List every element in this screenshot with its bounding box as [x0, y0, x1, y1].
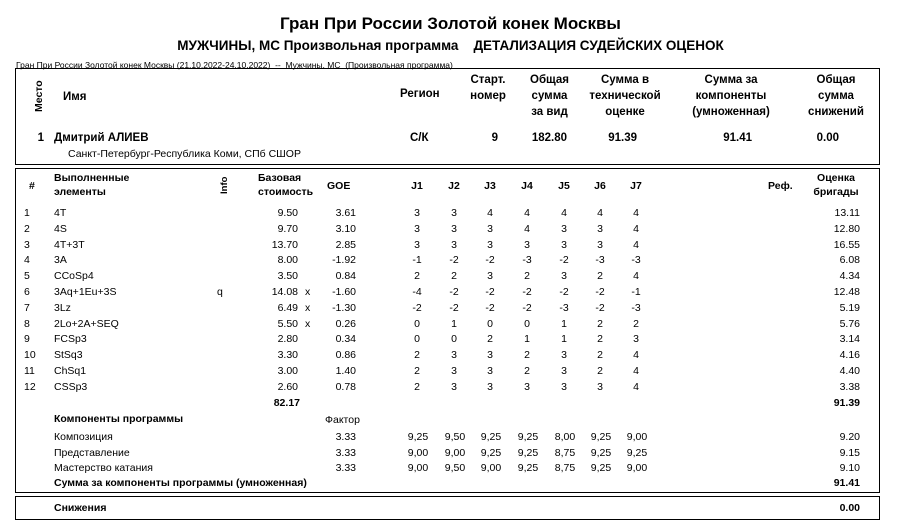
deductions-label: Снижения: [54, 502, 107, 514]
element-goe: 0.26: [335, 317, 356, 330]
element-goe: -1.30: [332, 301, 356, 314]
component-judge-mark: 9,25: [407, 431, 429, 443]
region-header: Регион: [400, 88, 440, 100]
judge-mark: -2: [449, 301, 459, 314]
element-num: 12: [24, 380, 36, 393]
judge-mark: 2: [597, 365, 603, 377]
col-ref-header: Реф.: [768, 180, 793, 192]
judge-mark: 1: [451, 317, 457, 330]
components-total-label: Сумма за компоненты программы (умноженная): [54, 477, 307, 489]
element-base: 9.50: [277, 207, 298, 219]
component-name: Композиция: [54, 431, 113, 443]
event-info: Гран При России Золотой конек Москвы (21.10.2022-24.10.2022) -- Мужчины, МС (Произвольная программа): [16, 60, 453, 70]
component-factor: 3.33: [335, 462, 356, 474]
col-info-header: Info: [219, 176, 230, 194]
judge-mark: 3: [487, 349, 493, 362]
element-score: 5.19: [839, 301, 860, 314]
judge-header: J4: [521, 180, 533, 192]
element-base: 3.50: [277, 270, 298, 283]
place-header: Место: [33, 80, 45, 112]
judge-header: J5: [558, 180, 570, 192]
judge-mark: 3: [561, 380, 567, 393]
judge-mark: 3: [561, 270, 567, 283]
judge-mark: -2: [522, 286, 532, 298]
component-judge-mark: 9,50: [444, 462, 466, 474]
element-score: 6.08: [839, 254, 860, 267]
element-goe: 3.10: [335, 222, 356, 235]
factor-label: Фактор: [325, 414, 360, 426]
judge-mark: 3: [487, 380, 493, 393]
element-num: 9: [24, 333, 30, 346]
element-base: 5.50: [277, 317, 298, 330]
element-score: 4.16: [839, 349, 860, 362]
element-goe: 0.84: [335, 270, 356, 283]
judge-mark: 4: [633, 207, 639, 219]
element-num: 8: [24, 317, 30, 330]
element-score: 16.55: [833, 238, 860, 251]
judge-mark: 2: [524, 270, 530, 283]
name-header: Имя: [63, 91, 87, 103]
judge-mark: 2: [597, 349, 603, 362]
judge-mark: 3: [414, 207, 420, 219]
judge-header: J1: [411, 180, 423, 192]
judge-mark: 2: [414, 365, 420, 377]
element-goe: 0.86: [335, 349, 356, 362]
judge-mark: 2: [597, 270, 603, 283]
judge-mark: -3: [522, 254, 532, 267]
judge-mark: 4: [524, 222, 530, 235]
element-goe: 3.61: [335, 207, 356, 219]
judge-mark: 4: [597, 207, 603, 219]
col-num-header: #: [29, 180, 35, 192]
element-num: 6: [24, 286, 30, 298]
element-goe: 0.34: [335, 333, 356, 346]
judge-mark: 4: [561, 207, 567, 219]
judge-mark: 4: [633, 365, 639, 377]
col-element-header: Выполненные элементы: [54, 172, 130, 198]
component-judge-mark: 9,50: [444, 431, 466, 443]
judge-mark: -2: [449, 254, 459, 267]
judge-mark: -3: [631, 301, 641, 314]
component-judge-mark: 9,25: [517, 446, 539, 459]
element-code: FCSp3: [54, 333, 87, 346]
judge-mark: -2: [412, 301, 422, 314]
element-score: 3.14: [839, 333, 860, 346]
element-base: 2.80: [277, 333, 298, 346]
skater-region: С/К: [410, 132, 429, 144]
judge-mark: 0: [414, 333, 420, 346]
component-name: Мастерство катания: [54, 462, 153, 474]
component-judge-mark: 9,00: [407, 462, 429, 474]
judge-mark: 3: [451, 365, 457, 377]
judge-mark: 3: [487, 365, 493, 377]
skater-place: 1: [37, 132, 44, 144]
judge-header: J3: [484, 180, 496, 192]
judge-mark: 3: [451, 222, 457, 235]
component-score: 9.10: [839, 462, 860, 474]
judge-mark: -3: [595, 254, 605, 267]
skater-deductions: 0.00: [816, 132, 839, 144]
judge-mark: 3: [597, 238, 603, 251]
judge-mark: 4: [633, 270, 639, 283]
element-num: 2: [24, 222, 30, 235]
judge-mark: -3: [559, 301, 569, 314]
judge-header: J2: [448, 180, 460, 192]
element-goe: 1.40: [335, 365, 356, 377]
element-num: 10: [24, 349, 36, 362]
element-bonus: x: [305, 286, 311, 298]
skater-start-no: 9: [491, 132, 498, 144]
judge-mark: 3: [524, 380, 530, 393]
col-score-header: Оценка бригады: [813, 172, 859, 198]
element-num: 4: [24, 254, 30, 267]
element-code: 2Lo+2A+SEQ: [54, 317, 119, 330]
judge-mark: -2: [595, 286, 605, 298]
tes-header: Сумма в технической оценке: [589, 74, 661, 118]
component-judge-mark: 8,75: [554, 462, 576, 474]
judge-mark: 2: [451, 270, 457, 283]
component-factor: 3.33: [335, 446, 356, 459]
component-judge-mark: 8,75: [554, 446, 576, 459]
judge-mark: -3: [631, 254, 641, 267]
col-goe-header: GOE: [327, 180, 351, 192]
judge-mark: 2: [414, 270, 420, 283]
element-score: 5.76: [839, 317, 860, 330]
judge-mark: 2: [597, 333, 603, 346]
element-code: 3Aq+1Eu+3S: [54, 286, 117, 298]
start-no-header: Старт. номер: [470, 74, 506, 102]
judge-mark: 3: [524, 238, 530, 251]
judge-mark: -2: [485, 254, 495, 267]
page-subtitle: МУЖЧИНЫ, МС Произвольная программа ДЕТАЛИЗАЦИЯ СУДЕЙСКИХ ОЦЕНОК: [177, 38, 724, 53]
element-code: CSSp3: [54, 380, 88, 393]
element-base: 3.30: [277, 349, 298, 362]
component-judge-mark: 9,00: [626, 462, 648, 474]
components-total-value: 91.41: [833, 477, 860, 489]
component-judge-mark: 9,00: [626, 431, 648, 443]
element-goe: 0.78: [335, 380, 356, 393]
judge-mark: 1: [524, 333, 530, 346]
judge-mark: 0: [414, 317, 420, 330]
component-judge-mark: 9,00: [444, 446, 466, 459]
element-num: 3: [24, 238, 30, 251]
element-goe: 2.85: [335, 238, 356, 251]
element-base: 14.08: [271, 286, 298, 298]
judge-mark: 4: [633, 349, 639, 362]
judge-mark: -2: [485, 301, 495, 314]
judge-mark: 3: [487, 270, 493, 283]
element-goe: -1.92: [332, 254, 356, 267]
element-base: 2.60: [277, 380, 298, 393]
judge-mark: 4: [633, 238, 639, 251]
judge-mark: 4: [524, 207, 530, 219]
element-base: 6.49: [277, 301, 298, 314]
deductions-value: 0.00: [839, 502, 860, 514]
components-label: Компоненты программы: [54, 413, 184, 425]
element-base: 3.00: [277, 365, 298, 377]
judge-mark: 3: [561, 238, 567, 251]
judge-mark: -2: [485, 286, 495, 298]
judge-mark: 3: [451, 380, 457, 393]
component-judge-mark: 9,00: [407, 446, 429, 459]
element-score: 4.34: [839, 270, 860, 283]
component-judge-mark: 9,25: [517, 431, 539, 443]
element-bonus: x: [305, 301, 311, 314]
component-judge-mark: 9,25: [517, 462, 539, 474]
skater-pcs: 91.41: [723, 132, 752, 144]
element-code: 4T+3T: [54, 238, 85, 251]
page-title: Гран При России Золотой конек Москвы: [280, 14, 621, 33]
judge-mark: -1: [412, 254, 422, 267]
judge-mark: 2: [597, 317, 603, 330]
judge-mark: 3: [597, 380, 603, 393]
judge-mark: -2: [559, 286, 569, 298]
component-judge-mark: 9,25: [590, 462, 612, 474]
judge-header: J7: [630, 180, 642, 192]
element-goe: -1.60: [332, 286, 356, 298]
element-info: q: [217, 286, 223, 298]
judge-mark: 3: [633, 333, 639, 346]
element-code: 4T: [54, 207, 67, 219]
component-score: 9.15: [839, 446, 860, 459]
judge-mark: 3: [451, 349, 457, 362]
judge-mark: 3: [487, 222, 493, 235]
judge-mark: 0: [487, 317, 493, 330]
judge-mark: 3: [561, 365, 567, 377]
element-code: 3Lz: [54, 301, 71, 314]
element-num: 1: [24, 207, 30, 219]
skater-tes: 91.39: [608, 132, 637, 144]
component-judge-mark: 9,25: [626, 446, 648, 459]
component-judge-mark: 9,25: [480, 431, 502, 443]
judge-mark: -4: [412, 286, 422, 298]
component-judge-mark: 9,00: [480, 462, 502, 474]
judge-mark: 3: [451, 238, 457, 251]
judge-mark: -2: [595, 301, 605, 314]
element-score: 13.11: [834, 207, 860, 219]
element-code: ChSq1: [54, 365, 87, 377]
component-judge-mark: 9,25: [590, 446, 612, 459]
col-base-header: Базовая стоимость: [258, 172, 314, 198]
component-factor: 3.33: [335, 431, 356, 443]
component-judge-mark: 8,00: [554, 431, 576, 443]
judge-mark: 4: [633, 380, 639, 393]
judge-mark: 4: [487, 207, 493, 219]
judge-mark: -2: [522, 301, 532, 314]
judge-mark: 2: [487, 333, 493, 346]
elements-score-total: 91.39: [833, 397, 860, 409]
element-code: StSq3: [54, 349, 83, 362]
element-code: 4S: [54, 222, 67, 235]
judge-mark: 4: [633, 222, 639, 235]
judge-mark: 3: [414, 238, 420, 251]
judge-mark: -2: [559, 254, 569, 267]
judge-mark: 0: [524, 317, 530, 330]
element-base: 13.70: [271, 238, 298, 251]
judge-header: J6: [594, 180, 606, 192]
element-score: 12.80: [833, 222, 860, 235]
component-judge-mark: 9,25: [480, 446, 502, 459]
skater-club: Санкт-Петербург-Республика Коми, СПб СШОР: [68, 148, 301, 160]
judge-mark: 3: [451, 207, 457, 219]
judge-mark: 2: [524, 365, 530, 377]
judge-mark: 3: [561, 349, 567, 362]
judge-mark: 2: [633, 317, 639, 330]
element-num: 5: [24, 270, 30, 283]
judge-mark: 2: [524, 349, 530, 362]
component-score: 9.20: [839, 431, 860, 443]
judge-mark: 1: [561, 317, 567, 330]
judge-mark: 2: [414, 349, 420, 362]
judge-mark: 3: [561, 222, 567, 235]
component-name: Представление: [54, 446, 130, 459]
judge-mark: 3: [597, 222, 603, 235]
element-base: 9.70: [277, 222, 298, 235]
element-score: 12.48: [833, 286, 860, 298]
deductions-box: [15, 496, 880, 520]
skater-total: 182.80: [531, 132, 567, 144]
element-score: 3.38: [839, 380, 860, 393]
judge-mark: 2: [414, 380, 420, 393]
deductions-header: Общая сумма снижений: [808, 74, 864, 118]
elements-base-total: 82.17: [273, 397, 300, 409]
judge-mark: -1: [631, 286, 641, 298]
element-num: 11: [24, 365, 35, 377]
element-num: 7: [24, 301, 30, 314]
judge-mark: 0: [451, 333, 457, 346]
component-judge-mark: 9,25: [590, 431, 612, 443]
pcs-header: Сумма за компоненты (умноженная): [692, 74, 770, 118]
total-header: Общая сумма за вид: [530, 74, 569, 118]
judge-mark: 3: [414, 222, 420, 235]
judge-mark: 3: [487, 238, 493, 251]
judge-mark: 1: [561, 333, 567, 346]
element-base: 8.00: [277, 254, 298, 267]
element-code: CCoSp4: [54, 270, 94, 283]
judge-mark: -2: [449, 286, 459, 298]
skater-name: Дмитрий АЛИЕВ: [54, 132, 149, 144]
element-bonus: x: [305, 317, 311, 330]
element-code: 3A: [54, 254, 67, 267]
element-score: 4.40: [839, 365, 860, 377]
